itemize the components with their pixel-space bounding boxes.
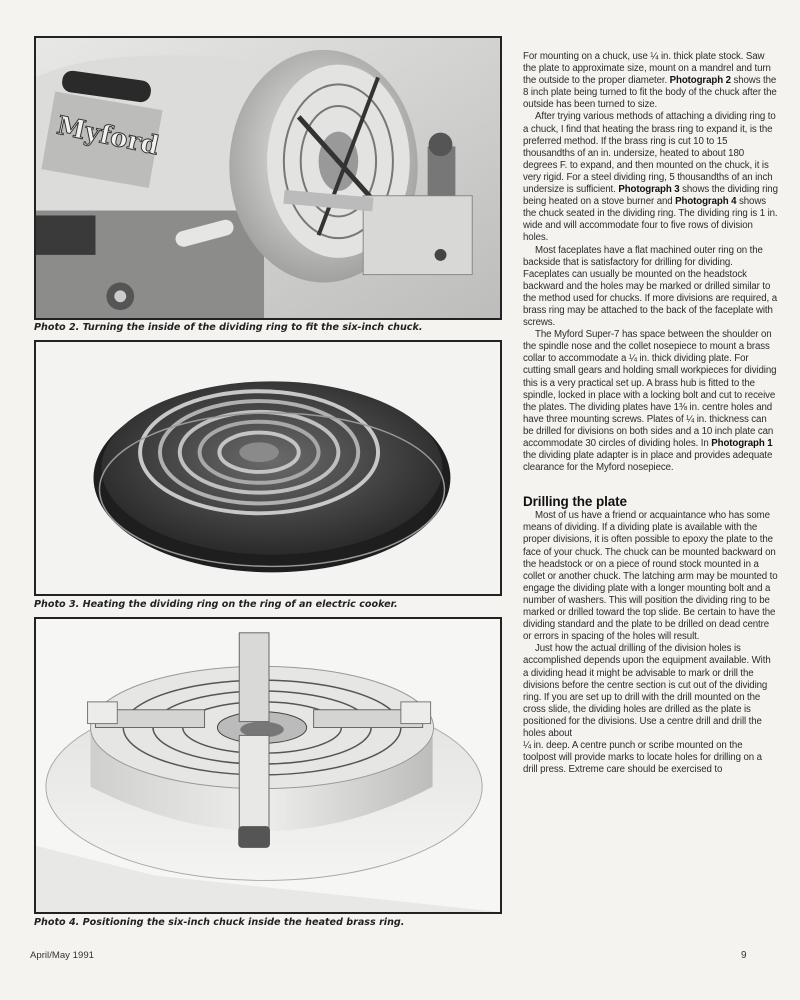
- page-number: 9: [741, 950, 747, 961]
- photo-4-caption: Photo 4. Positioning the six-inch chuck inside the heated brass ring.: [34, 917, 405, 928]
- paragraph-1: For mounting on a chuck, use ¼ in. thick plate stock. Saw the plate to approximate size, mount on a mandrel and turn the outside to the proper diameter. Photograph 2 shows the 8 inch plate being turned to fit the body of the chuck after the outside has been turned to size.: [523, 51, 777, 111]
- chuck-photo-image: [36, 619, 500, 912]
- myford-logo-text: Myford: [54, 110, 162, 162]
- photo-4-chuck-in-ring: [34, 617, 502, 914]
- section-heading: Drilling the plate: [523, 494, 627, 510]
- paragraph-5: Most of us have a friend or acquaintance who has some means of dividing. If a dividing plate is available with the proper divisions, it is often possible to epoxy the plate to the face of your chuck. The chuck can be mounted backward on the headstock or on a piece of round stock mounted in a collet or another chuck. The latching arm may be mounted to engage the dividing plate with a longer mounting bolt and a number of washers. This will position the dividing ring to be marked or drilled toward the top slide. Be certain to have the dividing standard and the plate to be drilled on dead centre or errors in spacing of the holes will result.: [523, 510, 778, 643]
- photo-3-electric-cooker: [34, 340, 502, 596]
- photo-reference: Photograph 1: [711, 438, 773, 449]
- photo-2-caption: Photo 2. Turning the inside of the dividing ring to fit the six-inch chuck.: [34, 322, 423, 333]
- photo-reference: Photograph 2: [669, 75, 731, 87]
- paragraph-4: The Myford Super-7 has space between the shoulder on the spindle nose and the collet nosepiece to mount a brass collar to accommodate a ¼ in. thick dividing plate. For cutting small gears and holding small workpieces for dividing this is a very practical set up. A brass hub is fitted to the spindle, locked in place with a locking bolt and cut to receive the plates. The dividing plates have 1⅜ in. centre holes and have three mounting screws. Plates of ¼ in. thickness can be drilled for divisions on both sides and a 10 inch plate can accommodate 30 circles of dividing holes. In Photograph 1 the dividing plate adapter is in place and provides adequate clearance for the Myford nosepiece.: [523, 329, 777, 474]
- photo-reference: Photograph 4: [675, 196, 737, 208]
- photo-3-caption: Photo 3. Heating the dividing ring on the ring of an electric cooker.: [34, 599, 398, 610]
- photo-2-lathe-turning: [34, 36, 502, 320]
- cooker-photo-image: [36, 342, 500, 594]
- photo-reference: Photograph 3: [618, 184, 680, 196]
- lathe-photo-image: [36, 38, 500, 318]
- issue-date: April/May 1991: [30, 950, 94, 961]
- paragraph-3: Most faceplates have a flat machined outer ring on the backside that is satisfactory for drilling for dividing. Faceplates can usually be mounted on the headstock backward and the holes may be marked or drilled similar to the method used for chucks. If more divisions are required, a brass ring may be attached to the back of the faceplate with screws.: [523, 244, 777, 329]
- paragraph-2: After trying various methods of attaching a dividing ring to a chuck, I find that heating the brass ring to expand it, is the preferred method. If the brass ring is cut 10 to 15 thousandths of an in. undersize, heated to about 180 degrees F. to expand, and then mounted on the chuck, it is very rigid. For a steel dividing ring, 5 thousandths of an inch undersize is sufficient. Photograph 3 shows the dividing ring being heated on a stove burner and Photograph 4 shows the chuck seated in the dividing ring. The dividing ring is 1 in. wide and will accommodate four to five rows of division holes.: [523, 111, 778, 244]
- paragraph-7: ¼ in. deep. A centre punch or scribe mounted on the toolpost will provide marks to locate holes for drilling on a drill press. Extreme care should be exercised to: [523, 740, 762, 776]
- article-column: [523, 51, 778, 776]
- paragraph-6: Just how the actual drilling of the division holes is accomplished depends upon the equipment available. With a dividing head it might be advisable to mark or drill the divisions before the centre section is cut out of the dividing ring. If you are set up to drill with the drill mounted on the cross slide, the dividing holes are drilled as the plate is positioned for the divisions. Use a centre drill and drill the holes about: [523, 643, 771, 739]
